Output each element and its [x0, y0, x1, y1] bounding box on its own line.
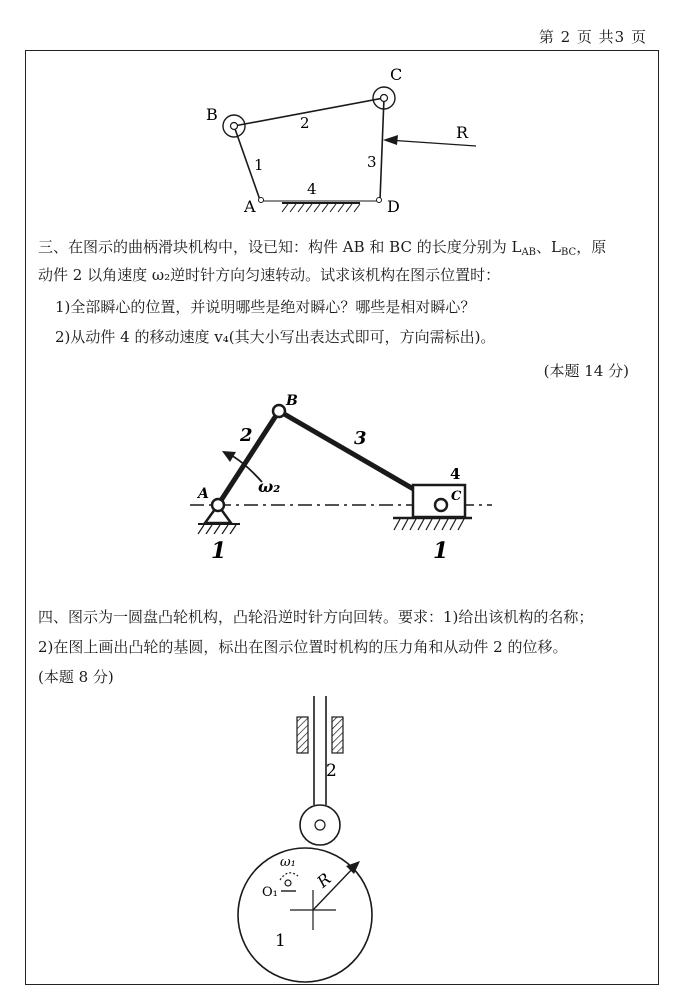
fig3-omega-label: ω₁: [280, 855, 296, 870]
fig1-link-4: 4: [307, 180, 317, 198]
fig1-force-r: R: [456, 123, 469, 142]
q3-item-2: 2)从动件 4 的移动速度 v₄(其大小写出表达式即可，方向需标出)。: [55, 328, 496, 346]
q4-line-2: 2)在图上画出凸轮的基圆，标出在图示位置时机构的压力角和从动件 2 的位移。: [38, 638, 568, 656]
q3-line-1: 三、在图示的曲柄滑块机构中，设已知：构件 AB 和 BC 的长度分别为 $L_{AB}$、$L_{BC}$，原: [38, 238, 607, 258]
fig2-ground-left: 1: [211, 538, 227, 564]
q4-line-3: (本题 8 分): [38, 668, 114, 686]
fig1-link-1: 1: [254, 156, 264, 174]
fig3-cam-label: 1: [275, 931, 286, 951]
fig1-label-d: D: [387, 197, 400, 216]
q3-line-2: 动件 2 以角速度 ω₂逆时针方向匀速转动。试求该机构在图示位置时：: [38, 266, 501, 284]
fig2-label-b: B: [286, 393, 298, 409]
fig1-label-c: C: [390, 65, 403, 84]
q3-score: (本题 14 分): [543, 362, 629, 380]
fig2-label-c: C: [451, 489, 462, 504]
fig1-link-3: 3: [367, 153, 377, 171]
fig1-link-2: 2: [300, 114, 310, 132]
fig2-ground-right: 1: [433, 538, 449, 564]
q4-line-1: 四、图示为一圆盘凸轮机构，凸轮沿逆时针方向回转。要求：1)给出该机构的名称；: [38, 608, 594, 626]
fig2-label-a: A: [198, 486, 209, 502]
page-indicator: 第 2 页 共3 页: [538, 28, 647, 46]
fig2-link-2: 2: [240, 425, 253, 446]
fig2-link-4: 4: [450, 465, 461, 483]
fig1-label-a: A: [244, 197, 256, 216]
fig3-center-label: O₁: [262, 885, 278, 900]
fig2-link-3: 3: [354, 428, 367, 449]
fig3-follower-label: 2: [326, 761, 337, 781]
q3-item-1: 1)全部瞬心的位置，并说明哪些是绝对瞬心？哪些是相对瞬心？: [55, 298, 476, 316]
fig3-radius-label: R: [313, 869, 335, 892]
fig2-omega: ω₂: [258, 477, 281, 496]
fig1-label-b: B: [206, 105, 218, 124]
